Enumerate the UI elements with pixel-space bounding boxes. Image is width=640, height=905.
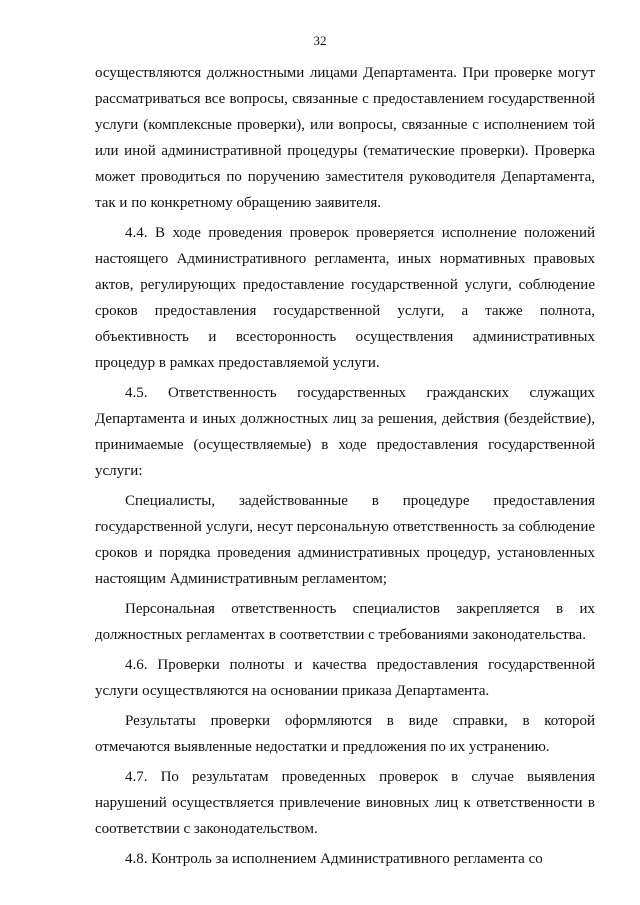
- page-number: 32: [313, 33, 327, 48]
- paragraph-4-6: 4.6. Проверки полноты и качества предоставления государственной услуги осуществляются на основании приказа Департамента.: [95, 657, 595, 699]
- paragraph-4-5: 4.5. Ответственность государственных гражданских служащих Департамента и иных должностных лиц за решения, действия (бездействие), принимаемые (осуществляемые) в ходе предоставления государственной услуги:: [95, 385, 595, 479]
- paragraph-inspection-results: Результаты проверки оформляются в виде справки, в которой отмечаются выявленные недостатки и предложения по их устранению.: [95, 713, 595, 755]
- paragraph-continuation: осуществляются должностными лицами Департамента. При проверке могут рассматриваться все вопросы, связанные с предоставлением государственной услуги (комплексные проверки), или вопросы, связанные с исполнением той или иной административной процедуры (тематические проверки). Проверка может проводиться по поручению заместителя руководителя Департамента, так и по конкретному обращению заявителя.: [95, 65, 595, 211]
- document-body: [95, 60, 595, 876]
- paragraph-personal-responsibility: Персональная ответственность специалистов закрепляется в их должностных регламентах в соответствии с требованиями законодательства.: [95, 601, 595, 643]
- paragraph-4-4: 4.4. В ходе проведения проверок проверяется исполнение положений настоящего Административного регламента, иных нормативных правовых актов, регулирующих предоставление государственной услуги, соблюдение сроков предоставления государственной услуги, а также полнота, объективность и всесторонность осуществления административных процедур в рамках предоставляемой услуги.: [95, 225, 595, 371]
- paragraph-4-7: 4.7. По результатам проведенных проверок в случае выявления нарушений осуществляется привлечение виновных лиц к ответственности в соответствии с законодательством.: [95, 769, 595, 837]
- paragraph-specialists-responsibility: Специалисты, задействованные в процедуре предоставления государственной услуги, несут персональную ответственность за соблюдение сроков и порядка проведения административных процедур, установленных настоящим Административным регламентом;: [95, 493, 595, 587]
- paragraph-4-8: 4.8. Контроль за исполнением Административного регламента со: [125, 851, 543, 867]
